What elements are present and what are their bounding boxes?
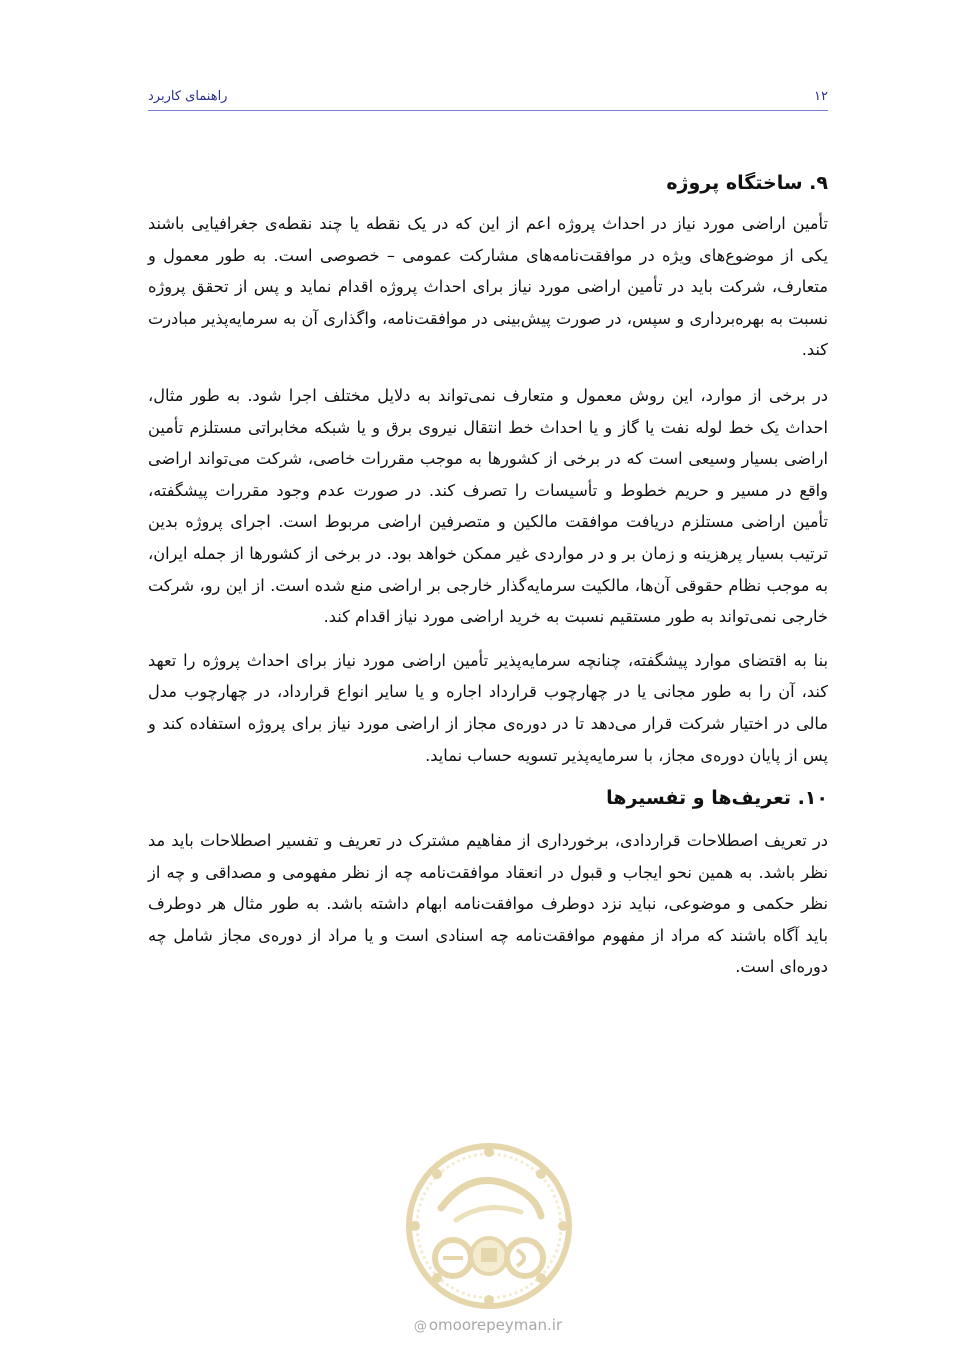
section-9-paragraph-3: بنا به اقتضای موارد پیشگفته، چنانچه سرمایه‌پذیر تأمین اراضی مورد نیاز برای احداث پروژه را تعهد کند، آن را به طور مجانی یا در چهارچوب قرارداد اجاره و یا سایر انواع قرارداد، در چهارچوب مدل مالی در اختیار شرکت قرار می‌دهد تا در دوره‌ی مجاز از اراضی مورد نیاز برای پروژه استفاده کند و پس از پایان دوره‌ی مجاز، با سرمایه‌پذیر تسویه حساب نماید. (148, 650, 828, 765)
section-9-paragraph-2: در برخی از موارد، این روش معمول و متعارف نمی‌تواند به دلایل مختلف اجرا شود. به طور مثال، احداث یک خط لوله نفت یا گاز و یا احداث خط انتقال نیروی برق و یا شبکه مخابراتی مستلزم تأمین اراضی بسیار وسیعی است که در برخی از کشورها به موجب مقررات خاصی، شرکت می‌تواند اراضی واقع در مسیر و حریم خطوط و تأسیسات را تصرف کند. در صورت عدم وجود مقررات پیشگفته، تأمین اراضی مستلزم دریافت موافقت مالکین و متصرفین اراضی مربوط است. اجرای پروژه بدین ترتیب بسیار پرهزینه و زمان بر و در مواردی غیر ممکن خواهد بود. در برخی از کشورها از جمله ایران، به موجب نظام حقوقی آن‌ها، مالکیت سرمایه‌گذار خارجی بر اراضی منع شده است. از این رو، شرکت خارجی نمی‌تواند به طور مستقیم نسبت به خرید اراضی مورد نیاز اقدام کند. (148, 385, 828, 627)
section-9-paragraph-1: تأمین اراضی مورد نیاز در احداث پروژه اعم از این که در یک نقطه یا چند نقطه‌ی جغرافیایی باشند یکی از موضوع‌های ویژه در موافقت‌نامه‌های مشارکت عمومی – خصوصی است. به طور معمول و متعارف، شرکت باید در تأمین اراضی مورد نیاز برای احداث پروژه اقدام نماید و پس از تحقق پروژه نسبت به بهره‌برداری و سپس، در صورت پیش‌بینی در موافقت‌نامه، واگذاری آن به سرمایه‌پذیر مبادرت کند. (148, 214, 828, 360)
page-number: ۱۲ (814, 89, 828, 104)
watermark-url: @ omoorepeyman.ir (413, 1316, 563, 1334)
watermark-logo (401, 1138, 577, 1314)
at-sign-icon: @ (413, 1319, 427, 1334)
section-heading-9: ۹. ساختگاه پروژه (666, 172, 828, 194)
seal-icon (401, 1138, 577, 1314)
running-title: راهنمای کاربرد (148, 89, 228, 104)
page-header (148, 84, 828, 111)
page-content (148, 168, 828, 995)
section-10-paragraph-1: در تعریف اصطلاحات قراردادی، برخورداری از مفاهیم مشترک در تعریف و تفسیر اصطلاحات باید مد نظر باشد. به همین نحو ایجاب و قبول در انعقاد موافقت‌نامه چه از نظر مفهومی و مصداقی و چه از نظر حکمی و موضوعی، نباید نزد دوطرف موافقت‌نامه ابهام داشته باشد. به طور مثال هر دوطرف باید آگاه باشند که مراد از مفهوم موافقت‌نامه چه اسنادی است و یا مراد از دوره‌ی مجاز شامل چه دوره‌ای است. (148, 831, 828, 977)
section-heading-10: ۱۰. تعریف‌ها و تفسیرها (606, 787, 828, 810)
